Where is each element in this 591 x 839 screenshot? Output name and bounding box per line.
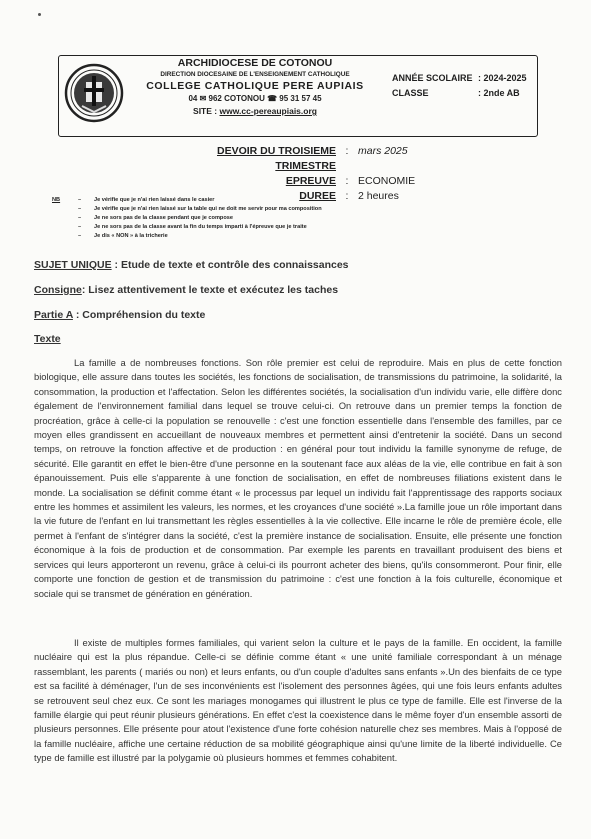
subject-text: : Etude de texte et contrôle des connaissances (114, 259, 349, 271)
partie-label: Partie A (34, 309, 73, 321)
paragraph-text: Il existe de multiples formes familiales, qui varient selon la culture et le pays de la famille. En occident, la famille nucléaire qui est la plus répandue. Celle-ci se définie comme étant « une unité familiale correspondant à un ménage rassemblant, les parents ( mariés ou non) et leurs enfants, ou d'un couple d'adultes sans enfants ».Un des bienfaits de ce type est sa facilité à déménager, l'un de ses inconvénients est l'isolement des personnes âgées, qui une fois leurs enfants adultes se retrouvent seul chez eux. Ce sont les mariages monogames qui illustrent le plus ce type de famille. Elle est l'inverse de la famille élargie qui peut réunir plusieurs générations. En effet c'est la coexistence dans le même foyer d'un ensemble assorti de plusieurs personnes. Elle présente pour atout l'existence d'une forte cohésion naturelle chez ses membres. Mais à l'opposé de la famille nucléaire, affiche une certaine réduction de sa mobilité géographique ainsi qu'une limite de la liberté individuelle. Ce type de famille est illustré par la polygamie où plusieurs hommes et femmes cohabitent. (34, 637, 562, 764)
subject-label: SUJET UNIQUE (34, 259, 112, 271)
exam-duration-value: 2 heures (358, 190, 399, 202)
site-label: SITE : (193, 106, 218, 116)
consigne-text: : Lisez attentivement le texte et exécutez les taches (81, 284, 339, 296)
nb-list (52, 196, 322, 241)
class-label: CLASSE (392, 88, 429, 98)
consigne-heading (34, 284, 338, 296)
exam-subject-key: EPREUVE (285, 175, 336, 187)
paragraph-text: La famille a de nombreuses fonctions. Son rôle premier est celui de reproduire. Mais en plus de cette fonction biologique, elle assure dans toutes les sociétés, les fonctions de socialisation, de transmissions du patrimoine, la solidarité, la consommation, la production et l'affectation. Selon les différentes sociétés, la socialisation d'un individu varie, elle diffère donc également de l'environnement familial dans lequel se trouve celui-ci. On retrouve dans un premier temps la fonction de procréation, grâce à celle-ci la population se renouvelle : c'est une fonction essentielle dans l'ensemble des familles, par ce moyen elles grandissent en accueillant de nouveaux membres et permettent ainsi d'entretenir la société. Dans un second temps, on retrouve la fonction affective et de production : en général pour tout individu la famille synonyme de refuge, de sécurité. Elle garantit en effet le bien-être d'une personne en la soutenant face aux aléas de la vie, elle contribue en fait à son épanouissement. Puis elle s'apparente à une fonction de socialisation, en effet de nombreuses filiations existent dans le monde. La socialisation se définit comme étant « le processus par lequel un individu fait l'apprentissage des rapports sociaux entre les hommes et assimilent les valeurs, les normes, et les croyances d'une société ».La famille joue un rôle important dans la vie future de l'enfant en lui transmettant les règles essentielles à la vie collective. Elle incarne le rôle de première école, elle permet à l'enfant de s'intégrer dans la société, c'est la première instance de socialisation. Ensuite, elle présente une fonction économique à la fois de production et de consommation. Par exemple les parents en travaillant produisent des biens et services qui leurs apporteront un revenu, grâce à celui-ci ils pourront acheter des biens, qu'ils consommeront. Pour finir, elle comporte une fonction de gestion et de transmission du patrimoine : c'est une fonction à la fois culturelle, économique et sociale qui se transmet de génération en génération. (34, 357, 562, 599)
exam-colon: : (345, 190, 349, 202)
partie-text: : Compréhension du texte (72, 309, 206, 321)
header-right (392, 71, 527, 101)
text-paragraph-1 (34, 356, 562, 601)
exam-info (160, 144, 478, 204)
exam-subject-value: ECONOMIE (358, 175, 416, 187)
nb-item: – Je ne sors pas de la classe pendant que je compose (78, 215, 233, 221)
nb-rules (52, 196, 322, 241)
header-center (130, 57, 380, 117)
exam-colon: : (345, 145, 349, 157)
class-value: : 2nde AB (478, 88, 520, 98)
contact-line: 04 ✉ 962 COTONOU ☎ 95 31 57 45 (188, 94, 322, 103)
diocese-name: ARCHIDIOCESE DE COTONOU (177, 57, 333, 69)
site-link[interactable]: www.cc-pereaupiais.org (219, 106, 317, 116)
nb-item: – Je dis « NON » à la tricherie (78, 233, 168, 239)
exam-period-key: DEVOIR DU TROISIEME TRIMESTRE (216, 145, 336, 172)
school-year (392, 71, 527, 86)
partie-heading (34, 309, 205, 321)
texte-heading (34, 333, 61, 345)
exam-row-period (160, 144, 478, 174)
texte-label: Texte (34, 333, 61, 345)
school-year-label: ANNÉE SCOLAIRE (392, 73, 473, 83)
nb-item: – Je vérifie que je n'ai rien laissé sur la table qui ne doit me servir pour ma composition (78, 206, 322, 212)
scan-speck (38, 13, 41, 16)
subject-heading (34, 259, 349, 271)
direction-name: DIRECTION DIOCESAINE DE L'ENSEIGNEMENT CATHOLIQUE (160, 71, 350, 78)
exam-colon: : (345, 175, 349, 187)
exam-duration-key: DUREE (299, 190, 336, 202)
nb-item: – Je ne sors pas de la classe avant la fin du temps imparti à l'épreuve que je traite (78, 224, 307, 230)
consigne-label: Consigne (34, 284, 82, 296)
college-name: COLLEGE CATHOLIQUE PERE AUPIAIS (146, 80, 364, 92)
nb-item: – Je vérifie que je n'ai rien laissé dans le casier (78, 197, 215, 203)
class-line (392, 86, 527, 101)
site-line (130, 105, 380, 117)
nb-label: NB (52, 197, 61, 203)
exam-period-value: mars 2025 (358, 145, 408, 157)
school-year-value: : 2024-2025 (478, 73, 527, 83)
exam-row-subject (160, 174, 478, 189)
school-logo (64, 62, 124, 124)
text-paragraph-2 (34, 636, 562, 766)
